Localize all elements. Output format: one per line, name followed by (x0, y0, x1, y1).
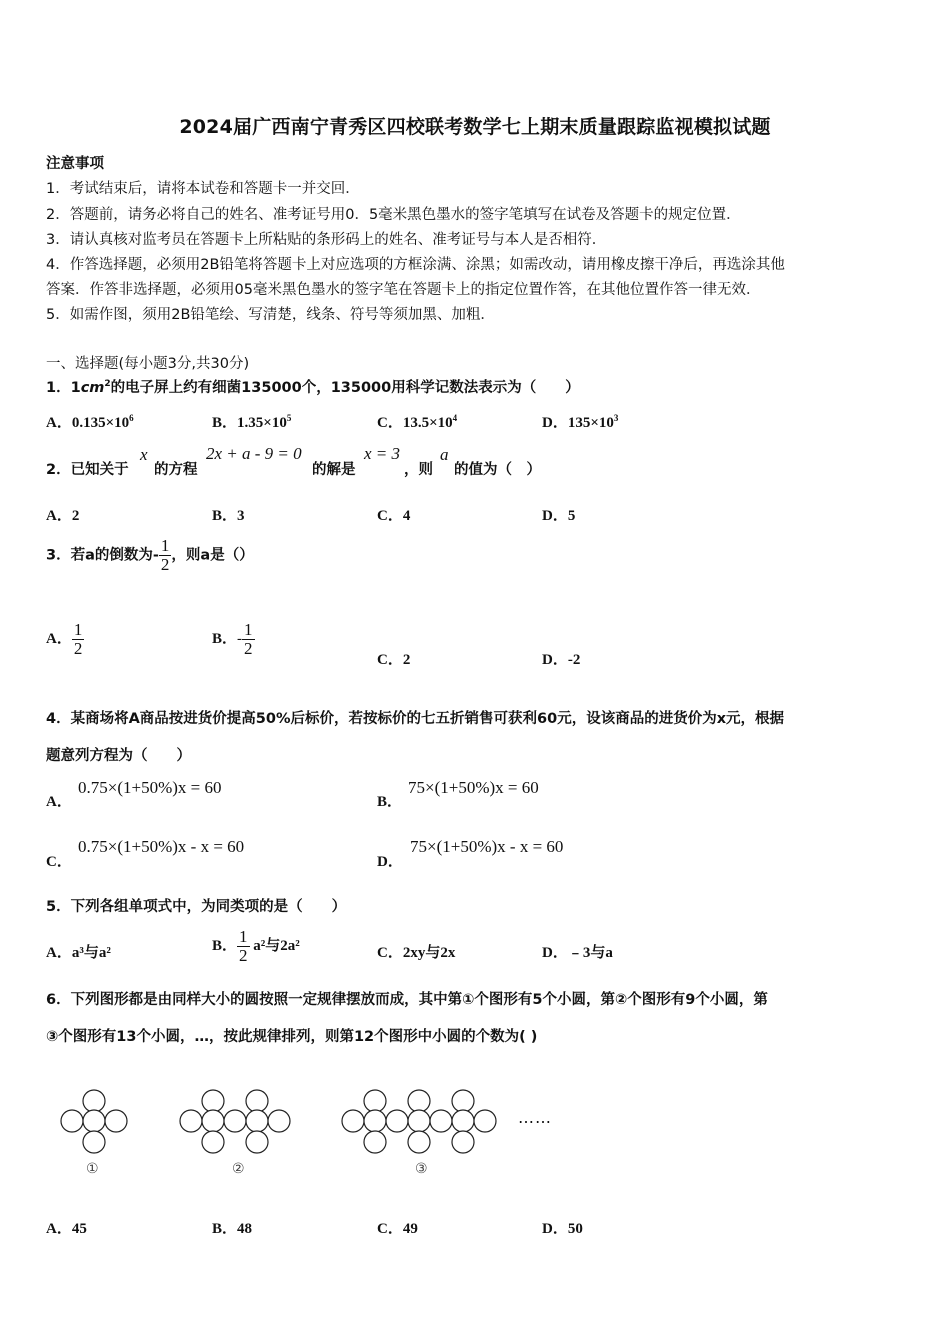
q5-option-c: C．2xy与2x (377, 945, 456, 961)
q4-line-1: 4．某商场将A商品按进货价提高50%后标价，若按标价的七五折销售可获利60元，设该商品的进货价为x元，根据 (46, 711, 785, 727)
q4-option-c-expr: 0.75×(1+50%)x - x = 60 (78, 837, 245, 856)
q4-option-a-expr: 0.75×(1+50%)x = 60 (78, 778, 222, 797)
q2-text-4: ，则 (404, 462, 433, 478)
question-3 (46, 537, 254, 574)
q6-option-b: B．48 (212, 1221, 253, 1237)
figure-label-2: ② (232, 1161, 245, 1177)
q1-option-d: D．$135\times 10^3$ (542, 413, 619, 431)
figure-1 (61, 1090, 127, 1153)
notice-heading: 注意事项 (46, 156, 104, 172)
q6-option-a: A．45 (46, 1221, 87, 1237)
q2-option-a: A．2 (46, 508, 80, 524)
question-1 (46, 376, 580, 397)
q2-text-3: 的解是 (312, 462, 356, 478)
q3-option-d: D．-2 (542, 652, 581, 668)
page-title: 2024届广西南宁青秀区四校联考数学七上期末质量跟踪监视模拟试题 (179, 116, 771, 138)
figure-2 (180, 1090, 290, 1153)
q6-line-2: ③个图形有13个小圆，…，按此规律排列，则第12个图形中小圆的个数为( ) (46, 1029, 538, 1045)
q2-text-2: 的方程 (154, 462, 198, 478)
q6-line-1: 6．下列图形都是由同样大小的圆按照一定规律摆放而成，其中第①个图形有5个小圆，第②个图形有9个小圆，第 (46, 992, 768, 1008)
q2-var-a: a (440, 445, 449, 464)
q3-text-1: 3．若a的倒数为- (46, 547, 159, 564)
q2-option-d: D．5 (542, 508, 576, 524)
q2-var-x: x (140, 445, 148, 464)
notice-line: 1．考试结束后，请将本试卷和答题卡一并交回． (46, 181, 360, 197)
q3-option-c: C．2 (377, 652, 411, 668)
q6-option-d: D．50 (542, 1221, 583, 1237)
q1-prefix: 1．1 (46, 380, 81, 396)
q3-text-2: ，则a是（） (171, 547, 254, 564)
q1-unit: cm (80, 380, 105, 396)
q4-option-c-label: C． (46, 854, 72, 870)
notice-line: 4．作答选择题，必须用2B铅笔将答题卡上对应选项的方框涂满、涂黑；如需改动，请用橡皮擦干净后，再选涂其他 (46, 257, 785, 273)
q4-option-b-label: B． (377, 794, 403, 810)
q3-option-a: A． $\frac{1}{2}$ (46, 620, 83, 658)
q4-line-2: 题意列方程为（ ） (46, 748, 191, 764)
q4-option-d-label: D． (377, 854, 403, 870)
q4-option-a-label: A． (46, 794, 72, 810)
notice-line: 2．答题前，请务必将自己的姓名、准考证号用0．5毫米黑色墨水的签字笔填写在试卷及答题卡的规定位置． (46, 207, 741, 223)
section-heading: 一、选择题(每小题3分,共30分) (46, 356, 250, 372)
q2-option-c: C．4 (377, 508, 411, 524)
q1-unit-exp: 2 (104, 379, 111, 390)
q2-equation: 2x + a - 9 = 0 (206, 444, 302, 463)
q2-text-5: 的值为（ ） (454, 462, 541, 478)
q3-fraction: $\frac{1}{2}$ (160, 536, 170, 574)
figure-label-1: ① (86, 1161, 99, 1177)
q1-option-b: B．$1.35\times 10^5$ (212, 413, 292, 431)
q5-option-a: A．a³与a² (46, 945, 111, 961)
q4-option-d-expr: 75×(1+50%)x - x = 60 (410, 837, 564, 856)
figure-label-3: ③ (415, 1161, 428, 1177)
q1-option-c: C．$13.5\times 10^4$ (377, 413, 458, 431)
q1-option-a: A．$0.135\times 10^6$ (46, 413, 134, 431)
notice-line: 5．如需作图，须用2B铅笔绘、写清楚，线条、符号等须加黑、加粗． (46, 307, 495, 323)
notice-line: 答案．作答非选择题，必须用05毫米黑色墨水的签字笔在答题卡上的指定位置作答，在其他位置作答一律无效． (46, 282, 761, 298)
q1-text: 的电子屏上约有细菌135000个，135000用科学记数法表示为（ ） (110, 380, 580, 396)
q3-option-b: B．- $\frac{1}{2}$ (212, 620, 253, 658)
q5-option-d: D．﹣3与a (542, 945, 613, 961)
q5-option-b: B． $\frac{1}{2}$ a²与2a² (212, 927, 300, 965)
q2-option-b: B．3 (212, 508, 245, 524)
q2-solution: x = 3 (364, 444, 401, 463)
q6-option-c: C．49 (377, 1221, 418, 1237)
q2-text-1: 2．已知关于 (46, 462, 129, 478)
q4-option-b-expr: 75×(1+50%)x = 60 (408, 778, 539, 797)
pattern-ellipsis: …… (518, 1108, 552, 1127)
notice-line: 3．请认真核对监考员在答题卡上所粘贴的条形码上的姓名、准考证号与本人是否相符． (46, 232, 607, 248)
figure-3 (342, 1090, 496, 1153)
question-5: 5．下列各组单项式中，为同类项的是（ ） (46, 899, 347, 915)
